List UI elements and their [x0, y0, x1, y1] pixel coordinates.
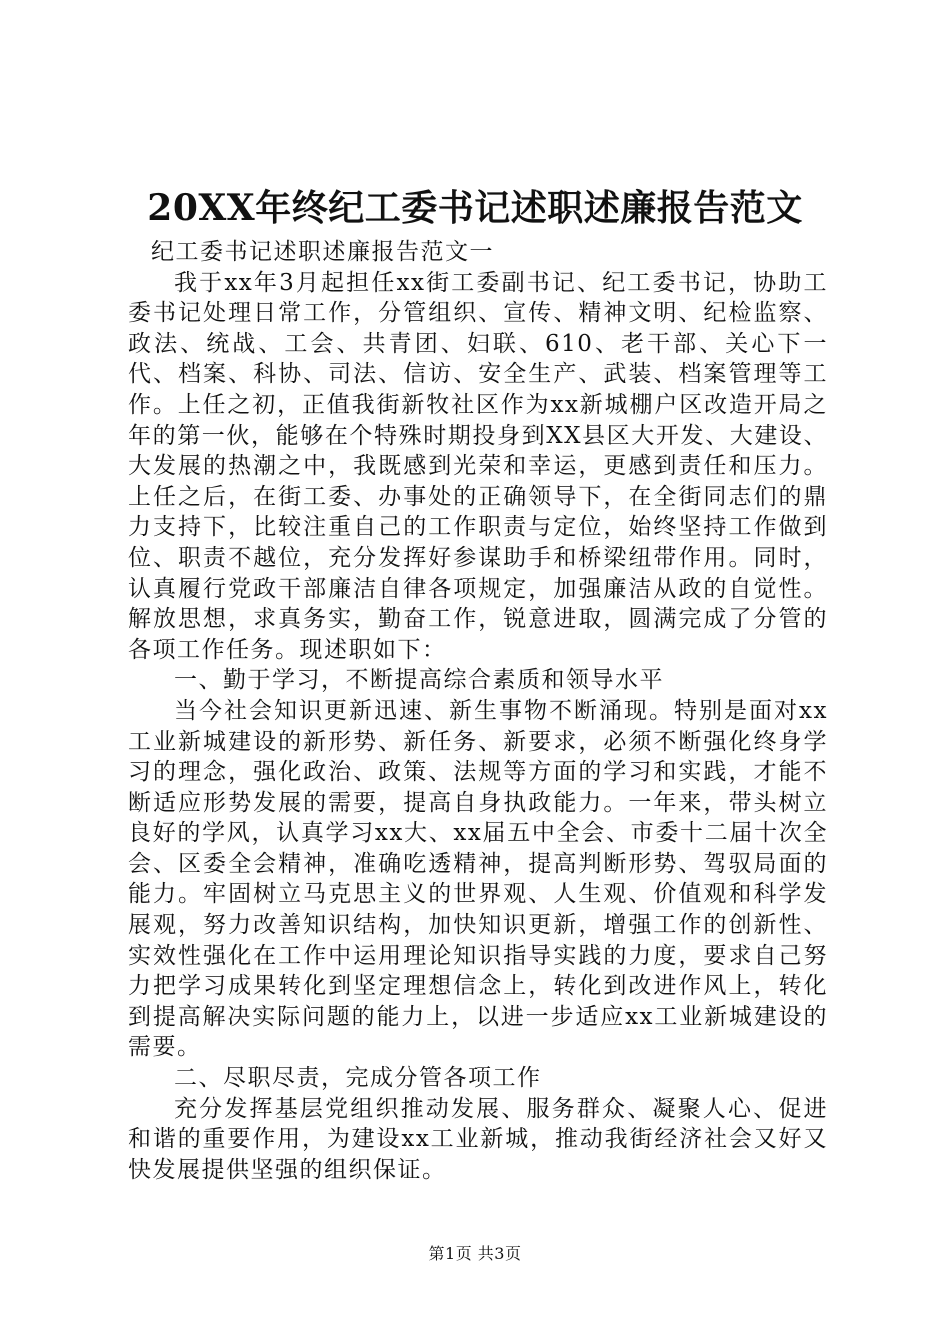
paragraph-study: 当今社会知识更新迅速、新生事物不断涌现。特别是面对xx工业新城建设的新形势、新任务、新要求，必须不断强化终身学习的理念，强化政治、政策、法规等方面的学习和实践，才能不断适应形势发展的需要，提高自身执政能力。一年来，带头树立良好的学风，认真学习xx大、xx届五中全会、市委十二届十次全会、区委全会精神，准确吃透精神，提高判断形势、驾驭局面的能力。牢固树立马克思主义的世界观、人生观、价值观和科学发展观，努力改善知识结构，加快知识更新，增强工作的创新性、实效性强化在工作中运用理论知识指导实践的力度，要求自己努力把学习成果转化到坚定理想信念上，转化到改进作风上，转化到提高解决实际问题的能力上，以进一步适应xx工业新城建设的需要。 [128, 697, 828, 1061]
section-subtitle: 纪工委书记述职述廉报告范文一 [151, 239, 494, 265]
document-title: 20XX年终纪工委书记述职述廉报告范文 [147, 187, 803, 229]
section-heading-2: 二、尽职尽责，完成分管各项工作 [174, 1065, 542, 1092]
section-heading-1: 一、勤于学习，不断提高综合素质和领导水平 [174, 667, 664, 694]
paragraph-intro: 我于xx年3月起担任xx街工委副书记、纪工委书记，协助工委书记处理日常工作，分管组织、宣传、精神文明、纪检监察、政法、统战、工会、共青团、妇联、610、老干部、关心下一代、档案、科协、司法、信访、安全生产、武装、档案管理等工作。上任之初，正值我街新牧社区作为xx新城棚户区改造开局之年的第一伙，能够在个特殊时期投身到XX县区大开发、大建设、大发展的热潮之中，我既感到光荣和幸运，更感到责任和压力。上任之后，在街工委、办事处的正确领导下，在全街同志们的鼎力支持下，比较注重自己的工作职责与定位，始终坚持工作做到位、职责不越位，充分发挥好参谋助手和桥梁纽带作用。同时，认真履行党政干部廉洁自律各项规定，加强廉洁从政的自觉性。解放思想，求真务实，勤奋工作，锐意进取，圆满完成了分管的各项工作任务。现述职如下： [128, 269, 828, 663]
page-footer: 第1页 共3页 [428, 1244, 522, 1263]
paragraph-duties: 充分发挥基层党组织推动发展、服务群众、凝聚人心、促进和谐的重要作用，为建设xx工业新城，推动我街经济社会又好又快发展提供坚强的组织保证。 [128, 1095, 828, 1183]
document-body [128, 237, 828, 1185]
